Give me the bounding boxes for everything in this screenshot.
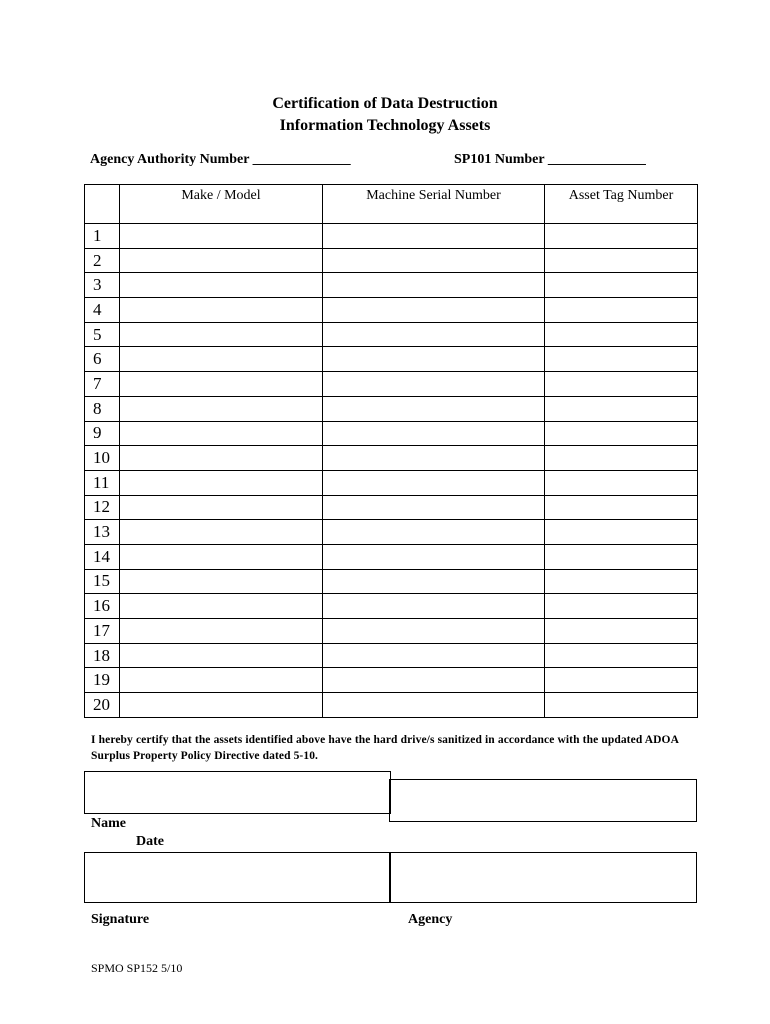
serial-number-cell[interactable] [323, 693, 545, 718]
make-model-cell[interactable] [120, 643, 323, 668]
serial-number-cell[interactable] [323, 569, 545, 594]
column-header-serial-number: Machine Serial Number [323, 185, 545, 224]
table-row [85, 520, 698, 545]
table-row [85, 693, 698, 718]
table-row [85, 544, 698, 569]
make-model-cell[interactable] [120, 224, 323, 249]
serial-number-cell[interactable] [323, 470, 545, 495]
asset-tag-cell[interactable] [545, 372, 698, 397]
certification-statement: I hereby certify that the assets identified above have the hard drive/s sanitized in accordance with the updated ADOA Surplus Property Policy Directive dated 5-10. [91, 734, 679, 762]
table-row [85, 619, 698, 644]
make-model-cell[interactable] [120, 322, 323, 347]
serial-number-cell[interactable] [323, 619, 545, 644]
row-number-cell: 18 [85, 643, 120, 668]
make-model-cell[interactable] [120, 372, 323, 397]
asset-tag-cell[interactable] [545, 248, 698, 273]
row-number-cell: 20 [85, 693, 120, 718]
row-number-cell: 10 [85, 446, 120, 471]
serial-number-cell[interactable] [323, 668, 545, 693]
assets-table [84, 184, 698, 718]
serial-number-cell[interactable] [323, 396, 545, 421]
signature-label: Signature [91, 912, 150, 927]
table-row [85, 273, 698, 298]
table-row [85, 298, 698, 323]
row-number-cell: 7 [85, 372, 120, 397]
sp101-number-field[interactable]: SP101 Number ______________ [454, 152, 646, 167]
make-model-cell[interactable] [120, 248, 323, 273]
row-number-cell: 13 [85, 520, 120, 545]
row-number-cell: 1 [85, 224, 120, 249]
make-model-cell[interactable] [120, 421, 323, 446]
make-model-cell[interactable] [120, 544, 323, 569]
agency-label: Agency [408, 912, 453, 927]
table-row [85, 322, 698, 347]
make-model-cell[interactable] [120, 273, 323, 298]
serial-number-cell[interactable] [323, 421, 545, 446]
serial-number-cell[interactable] [323, 520, 545, 545]
document-title: Certification of Data Destruction [272, 95, 498, 112]
column-header-asset-tag: Asset Tag Number [545, 185, 698, 224]
row-number-cell: 6 [85, 347, 120, 372]
make-model-cell[interactable] [120, 693, 323, 718]
asset-tag-cell[interactable] [545, 594, 698, 619]
serial-number-cell[interactable] [323, 643, 545, 668]
column-header-make-model: Make / Model [120, 185, 323, 224]
agency-authority-number-field[interactable]: Agency Authority Number ______________ [90, 152, 351, 167]
form-number-footer: SPMO SP152 5/10 [91, 961, 183, 975]
make-model-cell[interactable] [120, 347, 323, 372]
asset-tag-cell[interactable] [545, 347, 698, 372]
signature-input-box[interactable] [84, 852, 391, 903]
table-row [85, 668, 698, 693]
serial-number-cell[interactable] [323, 224, 545, 249]
serial-number-cell[interactable] [323, 594, 545, 619]
table-header-row [85, 185, 698, 224]
table-row [85, 347, 698, 372]
table-row [85, 470, 698, 495]
table-row [85, 643, 698, 668]
row-number-cell: 9 [85, 421, 120, 446]
serial-number-cell[interactable] [323, 248, 545, 273]
serial-number-cell[interactable] [323, 298, 545, 323]
table-row [85, 372, 698, 397]
make-model-cell[interactable] [120, 446, 323, 471]
serial-number-cell[interactable] [323, 347, 545, 372]
table-row [85, 248, 698, 273]
row-number-cell: 8 [85, 396, 120, 421]
name-label: Name [91, 816, 126, 831]
table-row [85, 594, 698, 619]
asset-tag-cell[interactable] [545, 396, 698, 421]
asset-tag-cell[interactable] [545, 693, 698, 718]
row-number-cell: 19 [85, 668, 120, 693]
asset-tag-cell[interactable] [545, 619, 698, 644]
table-row [85, 421, 698, 446]
row-number-cell: 17 [85, 619, 120, 644]
serial-number-cell[interactable] [323, 446, 545, 471]
make-model-cell[interactable] [120, 470, 323, 495]
table-row [85, 569, 698, 594]
table-row [85, 224, 698, 249]
make-model-cell[interactable] [120, 668, 323, 693]
asset-tag-cell[interactable] [545, 298, 698, 323]
asset-tag-cell[interactable] [545, 668, 698, 693]
row-number-cell: 16 [85, 594, 120, 619]
make-model-cell[interactable] [120, 520, 323, 545]
serial-number-cell[interactable] [323, 544, 545, 569]
row-number-cell: 14 [85, 544, 120, 569]
asset-tag-cell[interactable] [545, 544, 698, 569]
serial-number-cell[interactable] [323, 495, 545, 520]
agency-input-box[interactable] [389, 852, 697, 903]
serial-number-cell[interactable] [323, 322, 545, 347]
asset-tag-cell[interactable] [545, 224, 698, 249]
row-number-cell: 11 [85, 470, 120, 495]
row-number-cell: 15 [85, 569, 120, 594]
make-model-cell[interactable] [120, 619, 323, 644]
make-model-cell[interactable] [120, 396, 323, 421]
table-row [85, 495, 698, 520]
date-input-box[interactable] [389, 779, 697, 822]
asset-tag-cell[interactable] [545, 421, 698, 446]
table-row [85, 396, 698, 421]
asset-tag-cell[interactable] [545, 495, 698, 520]
make-model-cell[interactable] [120, 569, 323, 594]
serial-number-cell[interactable] [323, 372, 545, 397]
asset-tag-cell[interactable] [545, 322, 698, 347]
name-input-box[interactable] [84, 771, 391, 814]
row-number-cell: 3 [85, 273, 120, 298]
document-subtitle: Information Technology Assets [279, 117, 491, 134]
asset-tag-cell[interactable] [545, 470, 698, 495]
row-number-cell: 12 [85, 495, 120, 520]
row-number-cell: 5 [85, 322, 120, 347]
asset-tag-cell[interactable] [545, 520, 698, 545]
serial-number-cell[interactable] [323, 273, 545, 298]
make-model-cell[interactable] [120, 495, 323, 520]
make-model-cell[interactable] [120, 594, 323, 619]
table-row [85, 446, 698, 471]
asset-tag-cell[interactable] [545, 273, 698, 298]
asset-tag-cell[interactable] [545, 643, 698, 668]
row-number-cell: 2 [85, 248, 120, 273]
asset-tag-cell[interactable] [545, 446, 698, 471]
make-model-cell[interactable] [120, 298, 323, 323]
date-label: Date [136, 834, 164, 849]
column-header-row-number [85, 185, 120, 224]
asset-tag-cell[interactable] [545, 569, 698, 594]
row-number-cell: 4 [85, 298, 120, 323]
